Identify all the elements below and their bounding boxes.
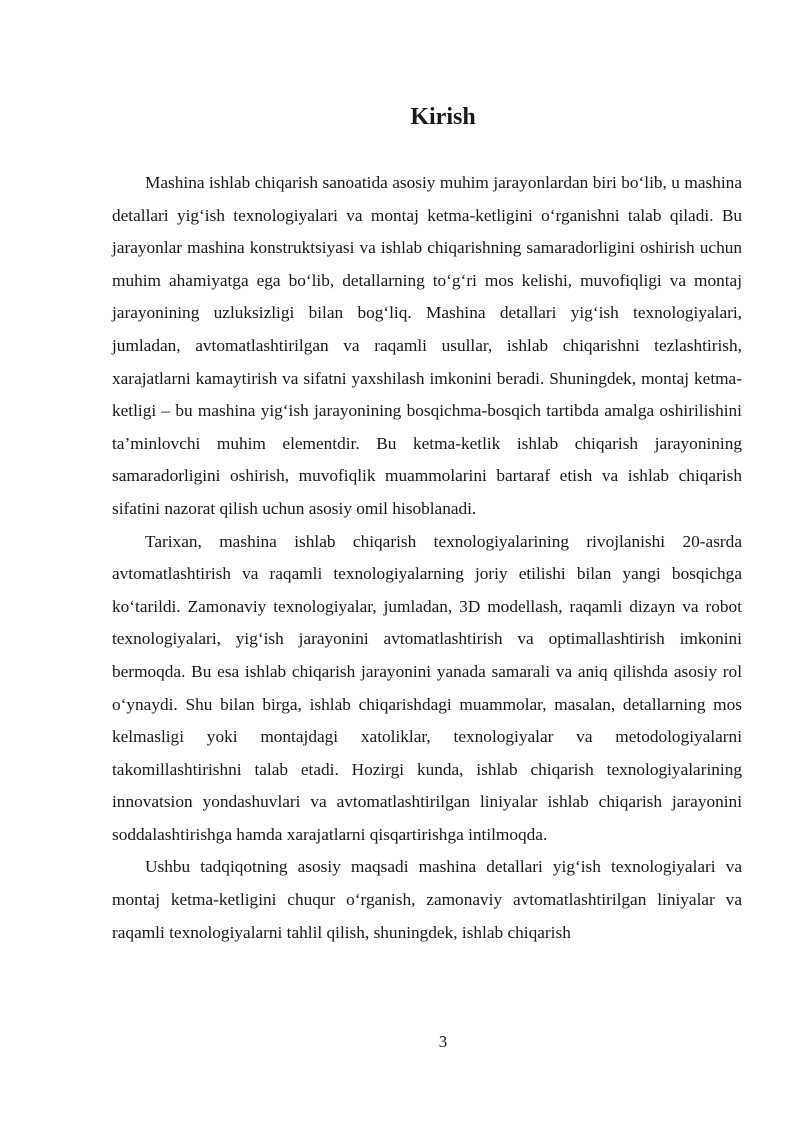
paragraph-3: Ushbu tadqiqotning asosiy maqsadi mashina detallari yig‘ish texnologiyalari va montaj ketma-ketligini chuqur o‘rganish, zamonaviy avtomatlashtirilgan liniyalar va raqamli texnologiyalarni tahlil qilish, shuningdek, ishlab chiqarish: [112, 857, 742, 942]
page-number: 3: [438, 1032, 448, 1051]
paragraph-1: Mashina ishlab chiqarish sanoatida asosiy muhim jarayonlardan biri bo‘lib, u mashina detallari yig‘ish texnologiyalari va montaj ketma-ketligini o‘rganishni talab qiladi. Bu jarayonlar mashina konstruktsiyasi va ishlab chiqarishning samaradorligini oshirish uchun muhim ahamiyatga ega bo‘lib, detallarning to‘g‘ri mos kelishi, muvofiqligi va montaj jarayonining uzluksizligi bilan bog‘liq. Mashina detallari yig‘ish texnologiyalari, jumladan, avtomatlashtirilgan va raqamli usullar, ishlab chiqarishni tezlashtirish, xarajatlarni kamaytirish va sifatni yaxshilash imkonini beradi. Shuningdek, montaj ketma-ketligi – bu mashina yig‘ish jarayonining bosqichma-bosqich tartibda amalga oshirilishini ta’minlovchi muhim elementdir. Bu ketma-ketlik ishlab chiqarish jarayonining samaradorligini oshirish, muvofiqlik muammolarini bartaraf etish va ishlab chiqarish sifatini nazorat qilish uchun asosiy omil hisoblanadi.: [112, 173, 742, 518]
page-title: Kirish: [410, 104, 476, 130]
body-text: [112, 167, 742, 949]
paragraph-2: Tarixan, mashina ishlab chiqarish texnologiyalarining rivojlanishi 20-asrda avtomatlashtirish va raqamli texnologiyalarning joriy etilishi bilan yangi bosqichga ko‘tarildi. Zamonaviy texnologiyalar, jumladan, 3D modellash, raqamli dizayn va robot texnologiyalari, yig‘ish jarayonini avtomatlashtirish va optimallashtirish imkonini bermoqda. Bu esa ishlab chiqarish jarayonini yanada samarali va aniq qilishda asosiy rol o‘ynaydi. Shu bilan birga, ishlab chiqarishdagi muammolar, masalan, detallarning mos kelmasligi yoki montajdagi xatoliklar, texnologiyalar va metodologiyalarni takomillashtirishni talab etadi. Hozirgi kunda, ishlab chiqarish texnologiyalarining innovatsion yondashuvlari va avtomatlashtirilgan liniyalar ishlab chiqarish jarayonini soddalashtirishga hamda xarajatlarni qisqartirishga intilmoqda.: [112, 531, 742, 844]
